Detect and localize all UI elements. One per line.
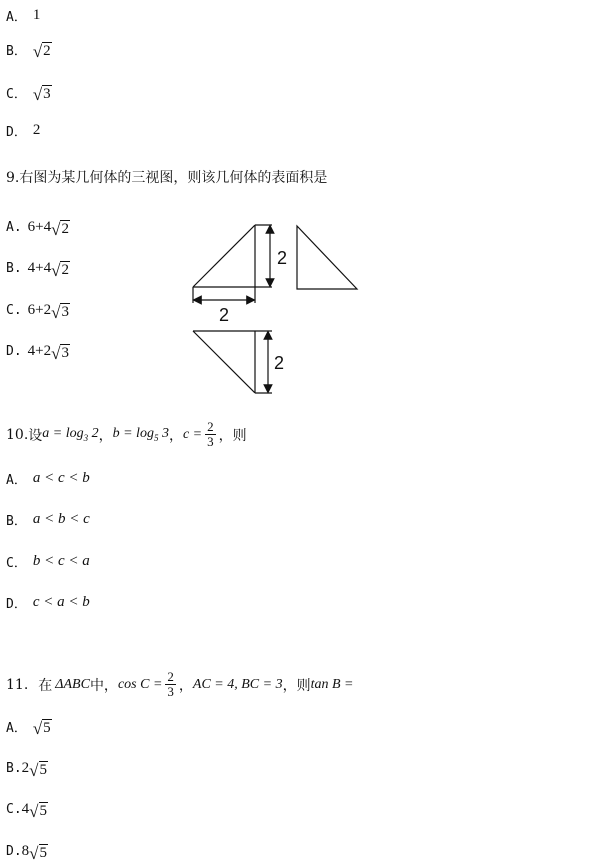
option-label: B． [6,44,27,60]
option-label: C． [6,556,27,571]
option-label: C. [6,303,22,319]
radicand: 2 [61,221,69,237]
radicand: 2 [43,43,51,59]
option-prefix: 4+2 [27,343,52,360]
sqrt-expression: √ 5 [32,718,51,738]
c-expression: c = [182,426,203,442]
radicand: 5 [39,762,47,778]
sqrt-expression: √ 2 [51,219,69,239]
sqrt-expression: √ 3 [32,84,51,104]
top-view [193,331,272,393]
radicand: 3 [43,86,51,102]
side-view [297,226,357,289]
option-label: A． [6,721,27,737]
option-label: A． [6,10,27,25]
radicand: 5 [43,720,51,736]
q9-stem: 9.右图为某几何体的三视图，则该几何体的表面积是 [6,170,328,186]
option-label: B. [6,261,22,277]
sqrt-expression: √ 5 [29,801,47,821]
b-expression: $b = \log_5 3$ [112,426,169,444]
option-label: D． [6,597,27,612]
q11-option-a [6,717,52,737]
q10-stem [6,420,247,450]
q11-option-c [6,800,48,820]
option-label: B． [6,514,27,529]
sqrt-expression: √ 2 [32,41,51,61]
sides-expression: AC = 4, BC = 3 [192,676,283,692]
radicand: 3 [61,345,69,361]
cos-expression: cos C = [117,676,163,692]
sqrt-expression: √ 5 [29,843,47,863]
dim-label-front-height: 2 [277,248,288,268]
option-prefix: 4 [21,801,30,818]
q11-stem [6,670,353,700]
option-label: C. [6,802,22,818]
front-view [193,225,272,303]
fraction: $\frac{2}{3}$ [207,419,214,450]
stem-text: 在 [38,677,53,694]
q10-option-b [6,510,90,529]
option-expression: a < b < c [32,511,90,527]
separator: ， [168,427,183,444]
sqrt-expression: √ 3 [51,343,69,363]
stem-tail: ，则 [218,427,247,444]
q11-option-d [6,842,48,862]
radicand: 5 [39,845,47,861]
separator: ， [178,677,193,694]
option-prefix: 6+2 [27,302,52,319]
option-expression: b < c < a [32,553,90,569]
q10-option-c [6,552,90,571]
question-number: 11. [6,676,29,693]
option-label: A． [6,473,27,488]
triangle-name: ΔABC [55,676,90,692]
dim-label-front-width: 2 [219,305,230,325]
option-label: D. [6,844,22,860]
option-expression: c < a < b [32,594,90,610]
option-prefix: 6+4 [27,219,52,236]
a-expression: $a = \log_3 2$ [42,426,99,444]
separator: ， [98,427,113,444]
stem-text: 中， [89,677,118,694]
sqrt-expression: √ 5 [29,760,47,780]
option-label: A. [6,220,22,236]
radicand: 5 [39,803,47,819]
q11-option-b [6,759,48,779]
radicand: 3 [61,304,69,320]
tan-expression: tan B = [310,676,354,692]
option-expression: a < c < b [32,470,90,486]
question-number: 10. [6,426,29,443]
sqrt-expression: √ 2 [51,260,69,280]
option-value: 2 [32,122,41,138]
option-value: 1 [32,7,41,23]
option-label: B. [6,761,22,777]
q10-option-d [6,593,90,612]
radicand: 2 [61,262,69,278]
stem-tail: ，则 [282,677,311,694]
option-prefix: 4+4 [27,260,52,277]
option-prefix: 2 [21,760,30,777]
sqrt-expression: √ 3 [51,302,69,322]
option-label: C． [6,87,27,103]
fraction: $\frac{2}{3}$ [167,669,174,700]
option-label: D. [6,344,22,360]
stem-text: 设 [28,427,43,444]
option-prefix: 8 [21,843,30,860]
q10-option-a [6,469,90,488]
option-label: D． [6,125,27,140]
dim-label-top-depth: 2 [274,353,285,373]
